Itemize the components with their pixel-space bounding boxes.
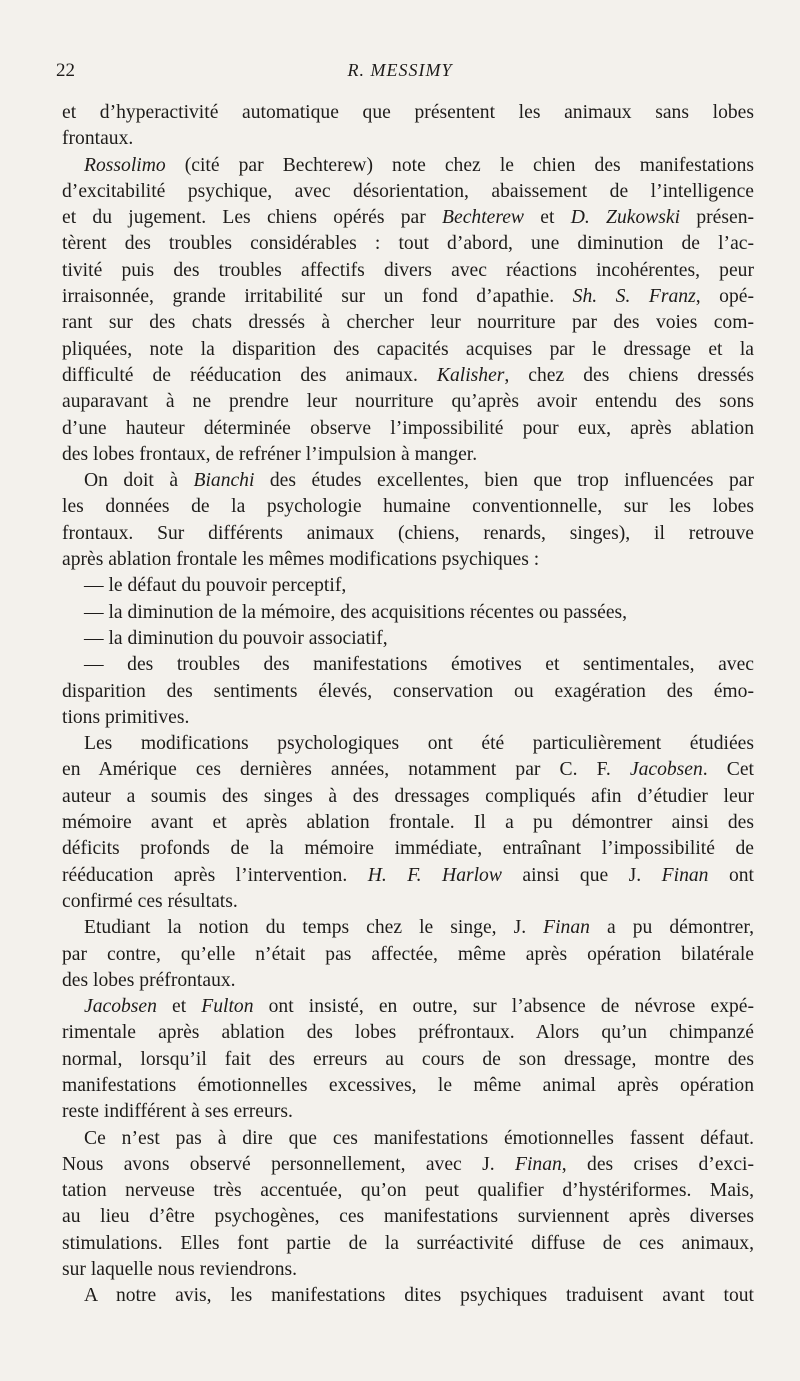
- text-line: [62, 179, 754, 205]
- text-line: [62, 1099, 754, 1125]
- text-run: — des troubles des manifestations émotives et sentimentales, avec: [84, 654, 754, 676]
- text-run: d’une hauteur déterminée observe l’impossibilité pour eux, après ablation: [62, 417, 754, 439]
- text-run: A notre avis, les manifestations dites psychiques traduisent avant tout: [84, 1285, 754, 1307]
- text-run: au lieu d’être psychogènes, ces manifestations surviennent après diverses: [62, 1206, 754, 1228]
- text-line: [62, 1020, 754, 1046]
- text-run: normal, lorsqu’il fait des erreurs au cours de son dressage, montre des: [62, 1048, 754, 1070]
- text-line: [62, 1204, 754, 1230]
- text-run: reste indifférent à ses erreurs.: [62, 1101, 293, 1123]
- text-line: [62, 863, 754, 889]
- text-line: [62, 968, 754, 994]
- text-line: [62, 205, 754, 231]
- text-run: des lobes préfrontaux.: [62, 969, 236, 991]
- text-run: On doit à: [84, 470, 194, 492]
- text-run: rant sur des chats dressés à chercher leur nourriture par des voies com-: [62, 312, 754, 334]
- text-run: des lobes frontaux, de refréner l’impulsion à manger.: [62, 443, 478, 465]
- text-run: difficulté de rééducation des animaux.: [62, 364, 437, 386]
- text-line: [62, 1178, 754, 1204]
- italic-name: Kalisher: [436, 364, 505, 386]
- text-line: [62, 652, 754, 678]
- text-run: disparition des sentiments élevés, conservation ou exagération des émo-: [62, 680, 754, 702]
- text-line: [62, 1126, 754, 1152]
- text-line: [62, 100, 754, 126]
- italic-name: Jacobsen: [84, 996, 157, 1018]
- text-run: ainsi que J.: [501, 864, 662, 886]
- italic-name: Jacobsen: [629, 759, 703, 781]
- text-run: et: [156, 996, 202, 1018]
- text-run: . Cet: [702, 759, 754, 781]
- text-line: [62, 889, 754, 915]
- text-run: rééducation après l’intervention.: [62, 864, 368, 886]
- text-line: [62, 389, 754, 415]
- text-run: tèrent des troubles considérables : tout d’abord, une diminution de l’ac-: [62, 233, 754, 255]
- text-line: [62, 679, 754, 705]
- text-run: , opé-: [695, 286, 754, 308]
- italic-name: D. Zukowski: [570, 207, 681, 229]
- text-run: présen-: [680, 207, 754, 229]
- running-head: R. MESSIMY: [347, 60, 453, 80]
- text-line: [62, 1257, 754, 1283]
- page-number: 22: [56, 60, 75, 81]
- text-run: frontaux.: [62, 128, 134, 150]
- text-run: frontaux. Sur différents animaux (chiens, renards, singes), il retrouve: [62, 522, 754, 544]
- text-run: d’excitabilité psychique, avec désorientation, abaissement de l’intelligence: [62, 180, 754, 202]
- text-run: Les modifications psychologiques ont été particulièrement étudiées: [84, 733, 754, 755]
- text-run: en Amérique ces dernières années, notamment par C. F.: [62, 759, 630, 781]
- text-run: (cité par Bechterew) note chez le chien des manifestations: [165, 154, 754, 176]
- text-run: Nous avons observé personnellement, avec J.: [62, 1153, 515, 1175]
- text-run: et: [524, 207, 571, 229]
- text-run: tation nerveuse très accentuée, qu’on peut qualifier d’hystériformes. Mais,: [62, 1180, 754, 1202]
- text-line: [62, 600, 754, 626]
- text-line: [62, 337, 754, 363]
- italic-name: H. F. Harlow: [367, 864, 502, 886]
- text-line: [62, 836, 754, 862]
- text-line: [62, 126, 754, 152]
- page-header: [0, 60, 800, 84]
- text-line: [62, 1047, 754, 1073]
- text-run: manifestations émotionnelles excessives, le même animal après opération: [62, 1074, 754, 1096]
- italic-name: Finan: [514, 1153, 562, 1175]
- text-run: — le défaut du pouvoir perceptif,: [84, 575, 347, 597]
- text-line: [62, 153, 754, 179]
- text-line: [62, 1152, 754, 1178]
- text-line: [62, 468, 754, 494]
- text-line: [62, 284, 754, 310]
- text-run: après ablation frontale les mêmes modifications psychiques :: [62, 549, 540, 571]
- italic-name: Bianchi: [193, 470, 255, 492]
- italic-name: Sh. S. Franz: [572, 286, 696, 308]
- text-run: stimulations. Elles font partie de la surréactivité diffuse de ces animaux,: [62, 1232, 754, 1254]
- text-run: a pu démontrer,: [589, 917, 754, 939]
- text-line: [62, 784, 754, 810]
- text-line: [62, 915, 754, 941]
- text-line: [62, 705, 754, 731]
- text-line: [62, 1231, 754, 1257]
- text-line: [62, 994, 754, 1020]
- text-line: [62, 731, 754, 757]
- text-run: et du jugement. Les chiens opérés par: [62, 207, 443, 229]
- text-run: par contre, qu’elle n’était pas affectée, même après opération bilatérale: [62, 943, 754, 965]
- text-line: [62, 416, 754, 442]
- text-run: , chez des chiens dressés: [504, 364, 754, 386]
- text-run: sur laquelle nous reviendrons.: [62, 1259, 298, 1281]
- text-run: ont: [708, 864, 754, 886]
- text-line: [62, 547, 754, 573]
- text-run: auteur a soumis des singes à des dressages compliqués afin d’étudier leur: [62, 785, 754, 807]
- italic-name: Finan: [661, 864, 709, 886]
- text-line: [62, 258, 754, 284]
- text-run: les données de la psychologie humaine conventionnelle, sur les lobes: [62, 496, 754, 518]
- text-line: [62, 626, 754, 652]
- text-run: Ce n’est pas à dire que ces manifestations émotionnelles fassent défaut.: [84, 1127, 754, 1149]
- italic-name: Bechterew: [442, 207, 524, 229]
- text-run: déficits profonds de la mémoire immédiate, entraînant l’impossibilité de: [62, 838, 754, 860]
- text-run: pliquées, note la disparition des capacités acquises par le dressage et la: [62, 338, 754, 360]
- text-line: [62, 1073, 754, 1099]
- text-line: [62, 1283, 754, 1309]
- text-line: [62, 494, 754, 520]
- text-line: [62, 573, 754, 599]
- text-line: [62, 231, 754, 257]
- italic-name: Rossolimo: [84, 154, 166, 176]
- text-run: confirmé ces résultats.: [62, 890, 238, 912]
- body-text: [62, 100, 754, 1310]
- text-run: , des crises d’exci-: [561, 1153, 754, 1175]
- text-run: tivité puis des troubles affectifs divers avec réactions incohérentes, peur: [62, 259, 754, 281]
- text-run: mémoire avant et après ablation frontale. Il a pu démontrer ainsi des: [62, 812, 754, 834]
- text-line: [62, 757, 754, 783]
- italic-name: Fulton: [201, 996, 254, 1018]
- text-line: [62, 363, 754, 389]
- text-run: Etudiant la notion du temps chez le singe, J.: [84, 917, 544, 939]
- text-run: des études excellentes, bien que trop influencées par: [254, 470, 754, 492]
- text-line: [62, 942, 754, 968]
- text-run: — la diminution de la mémoire, des acquisitions récentes ou passées,: [84, 601, 628, 623]
- italic-name: Finan: [543, 917, 590, 939]
- text-line: [62, 521, 754, 547]
- text-run: — la diminution du pouvoir associatif,: [84, 627, 388, 649]
- text-line: [62, 310, 754, 336]
- text-run: et d’hyperactivité automatique que présentent les animaux sans lobes: [62, 102, 754, 123]
- text-run: ont insisté, en outre, sur l’absence de névrose expé-: [253, 996, 754, 1018]
- text-line: [62, 810, 754, 836]
- text-run: irraisonnée, grande irritabilité sur un fond d’apathie.: [62, 286, 573, 308]
- text-run: auparavant à ne prendre leur nourriture qu’après avoir entendu des sons: [62, 391, 754, 413]
- text-line: [62, 442, 754, 468]
- text-run: tions primitives.: [62, 706, 190, 728]
- text-run: rimentale après ablation des lobes préfrontaux. Alors qu’un chimpanzé: [62, 1022, 754, 1044]
